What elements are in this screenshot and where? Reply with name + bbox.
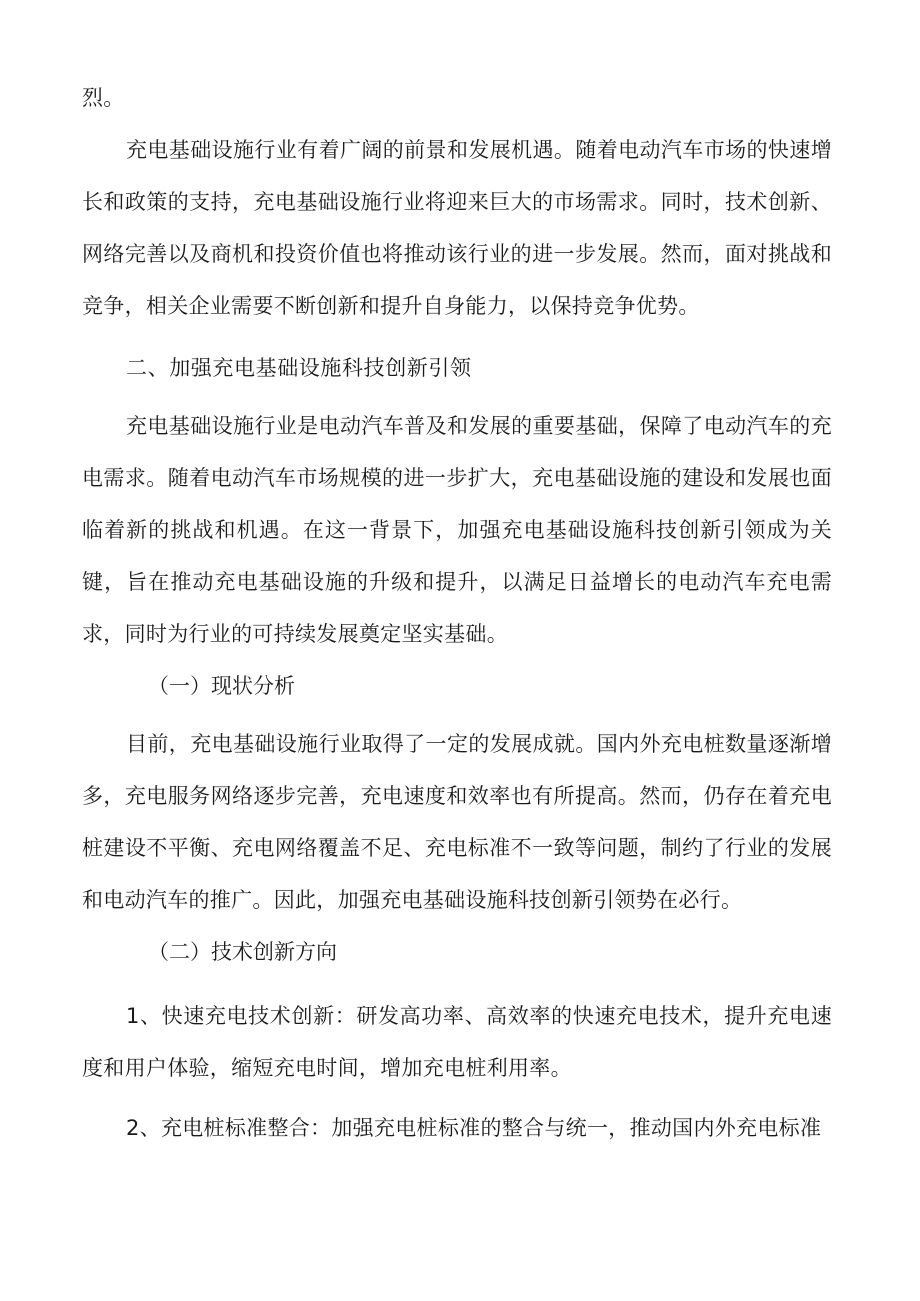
paragraph-section-intro: 充电基础设施行业是电动汽车普及和发展的重要基础，保障了电动汽车的充电需求。随着电动汽车市场规模的进一步扩大，充电基础设施的建设和发展也面临着新的挑战和机遇。在这一背景下，加强充电基础设施科技创新引领成为关键，旨在推动充电基础设施的升级和提升，以满足日益增长的电动汽车充电需求，同时为行业的可持续发展奠定坚实基础。 xyxy=(82,414,832,646)
continuation-text: 烈。 xyxy=(82,86,125,110)
paragraph-outlook: 充电基础设施行业有着广阔的前景和发展机遇。随着电动汽车市场的快速增长和政策的支持，充电基础设施行业将迎来巨大的市场需求。同时，技术创新、网络完善以及商机和投资价值也将推动该行业的进一步发展。然而，面对挑战和竞争，相关企业需要不断创新和提升自身能力，以保持竞争优势。 xyxy=(82,138,832,318)
list-item-fast-charging: 1、快速充电技术创新：研发高功率、高效率的快速充电技术，提升充电速度和用户体验，缩短充电时间，增加充电桩利用率。 xyxy=(82,1004,832,1080)
subsection-title-directions: （二）技术创新方向 xyxy=(148,940,337,964)
paragraph-status: 目前，充电基础设施行业取得了一定的发展成就。国内外充电桩数量逐渐增多，充电服务网络逐步完善，充电速度和效率也有所提高。然而，仍存在着充电桩建设不平衡、充电网络覆盖不足、充电标准不一致等问题，制约了行业的发展和电动汽车的推广。因此，加强充电基础设施科技创新引领势在必行。 xyxy=(82,732,832,912)
subsection-title-status: （一）现状分析 xyxy=(148,674,295,698)
section-title: 二、加强充电基础设施科技创新引领 xyxy=(126,356,472,380)
list-item-standard-integration: 2、充电桩标准整合：加强充电桩标准的整合与统一，推动国内外充电标准 xyxy=(126,1116,822,1140)
